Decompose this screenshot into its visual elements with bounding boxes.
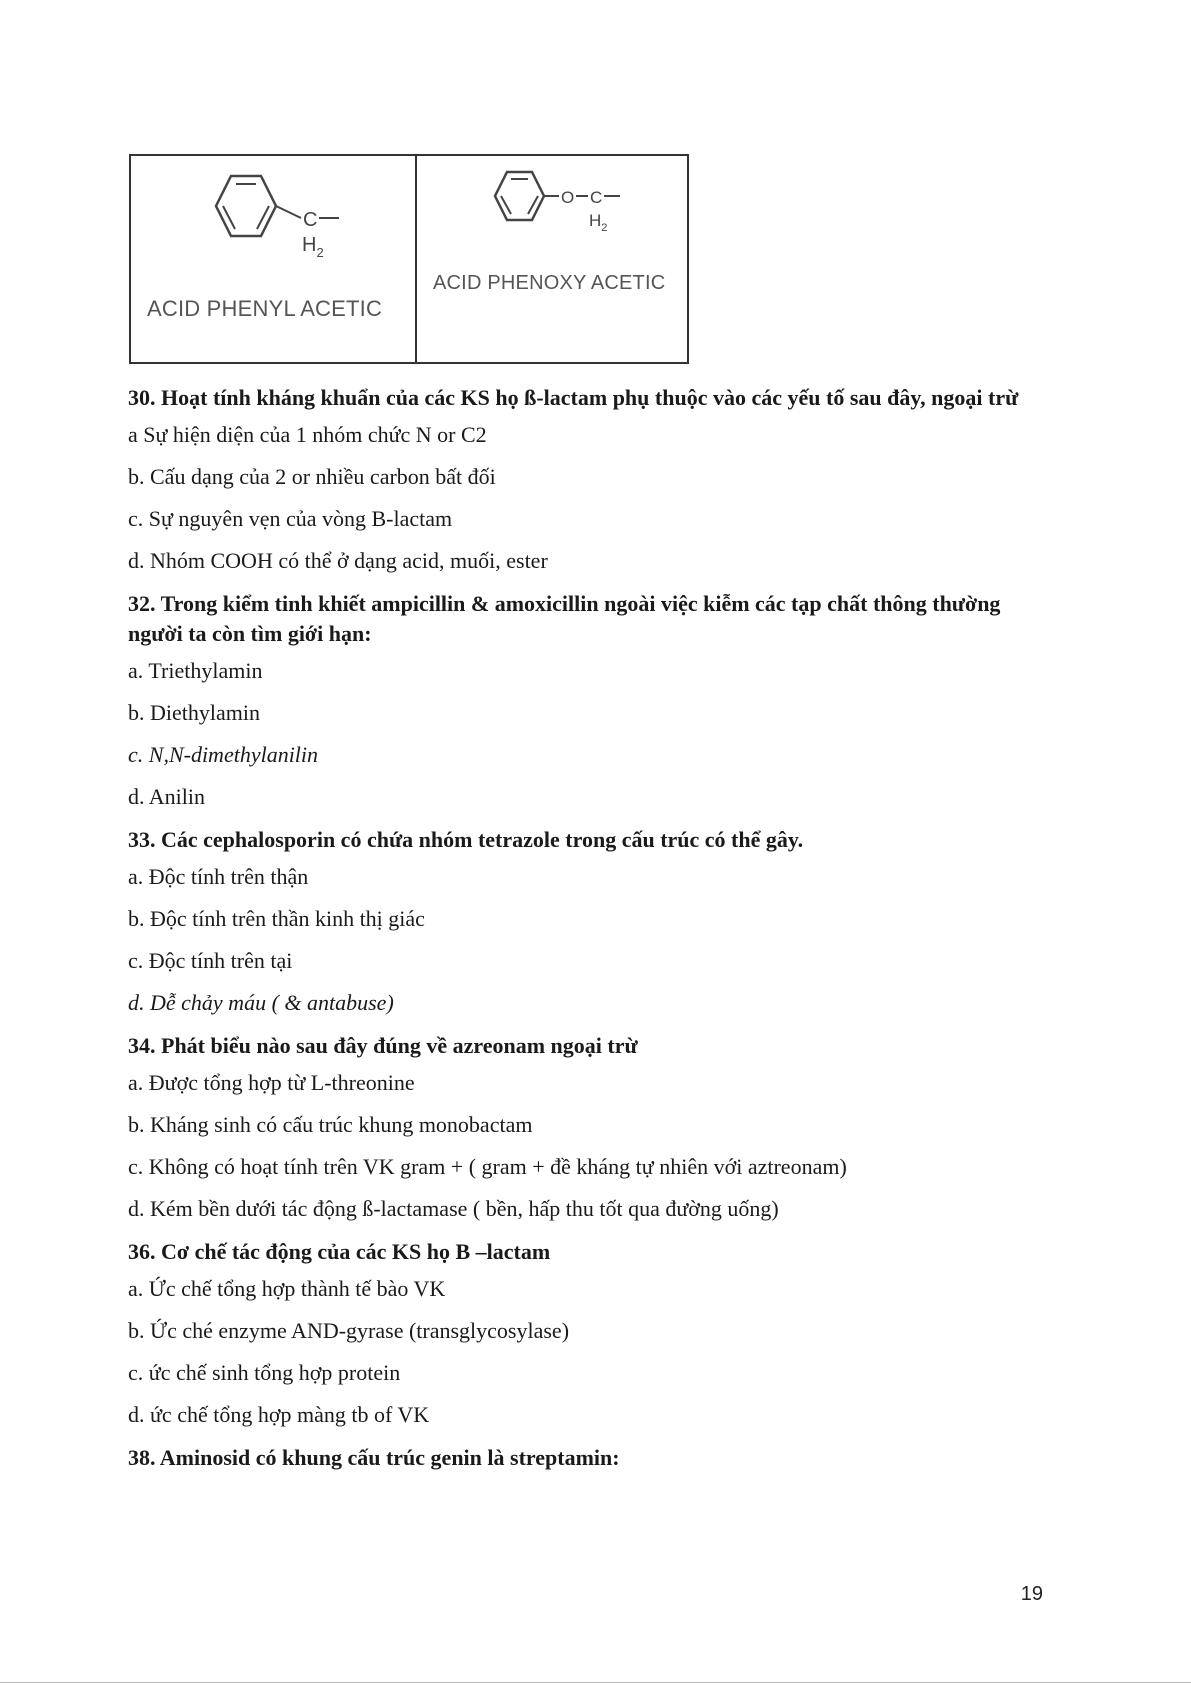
page-bottom-rule <box>0 1682 1191 1683</box>
question-36-option-c: c. ức chế sinh tổng hợp protein <box>128 1360 401 1385</box>
phenoxy-acetic-structure <box>477 164 697 254</box>
question-34-option-a: a. Được tổng hợp từ L-threonine <box>128 1070 415 1095</box>
question-38-title: 38. Aminosid có khung cấu trúc genin là streptamin: <box>128 1445 620 1470</box>
question-list <box>128 383 1028 1481</box>
question-30-title: 30. Hoạt tính kháng khuẩn của các KS họ ß-lactam phụ thuộc vào các yếu tố sau đây, ngoại trừ <box>128 385 1019 410</box>
question-36-option-d: d. ức chế tổng hợp màng tb of VK <box>128 1402 430 1427</box>
page-number: 19 <box>1020 1583 1043 1605</box>
question-33-option-c: c. Độc tính trên tại <box>128 948 293 973</box>
question-32-option-c: c. N,N-dimethylanilin <box>128 742 319 767</box>
question-33-title: 33. Các cephalosporin có chứa nhóm tetrazole trong cấu trúc có thể gây. <box>128 827 804 852</box>
right-oxygen: O <box>561 188 575 207</box>
question-32-option-a: a. Triethylamin <box>128 658 263 683</box>
question-34-title: 34. Phát biểu nào sau đây đúng về azreonam ngoại trừ <box>128 1033 638 1058</box>
question-30-option-d: d. Nhóm COOH có thể ở dạng acid, muối, ester <box>128 548 548 573</box>
question-30-option-c: c. Sự nguyên vẹn của vòng B-lactam <box>128 506 453 531</box>
question-32-option-d: d. Anilin <box>128 784 206 809</box>
right-carbon: C <box>590 188 603 207</box>
question-36-title: 36. Cơ chế tác động của các KS họ B –lactam <box>128 1239 551 1264</box>
question-33-option-d: d. Dễ chảy máu ( & antabuse) <box>128 990 394 1015</box>
phenoxy-acetic-label: ACID PHENOXY ACETIC <box>433 272 666 294</box>
phenyl-acetic-structure <box>191 166 391 276</box>
right-hydrogen: $H_2$ <box>589 211 608 234</box>
question-34-option-b: b. Kháng sinh có cấu trúc khung monobactam <box>128 1112 533 1137</box>
question-30-option-b: b. Cấu dạng của 2 or nhiều carbon bất đối <box>128 464 496 489</box>
question-33-option-a: a. Độc tính trên thận <box>128 864 309 889</box>
phenoxy-acetic-cell <box>417 156 687 362</box>
left-carbon: C <box>303 209 318 231</box>
question-34-option-d: d. Kém bền dưới tác động ß-lactamase ( bền, hấp thu tốt qua đường uống) <box>128 1196 779 1221</box>
question-30-option-a: a Sự hiện diện của 1 nhóm chức N or C2 <box>128 422 487 447</box>
structure-figure <box>129 154 689 364</box>
question-36-option-b: b. Ức ché enzyme AND-gyrase (transglycosylase) <box>128 1318 570 1343</box>
question-34-option-c: c. Không có hoạt tính trên VK gram + ( gram + đề kháng tự nhiên với aztreonam) <box>128 1154 847 1179</box>
phenyl-acetic-cell <box>131 156 417 362</box>
phenyl-acetic-label: ACID PHENYL ACETIC <box>147 296 383 321</box>
question-32-option-b: b. Diethylamin <box>128 700 260 725</box>
question-36-option-a: a. Ức chế tổng hợp thành tế bào VK <box>128 1276 446 1301</box>
question-33-option-b: b. Độc tính trên thần kinh thị giác <box>128 906 425 931</box>
left-hydrogen: $H_2$ <box>302 234 324 260</box>
question-32-title: 32. Trong kiểm tinh khiết ampicillin & amoxicillin ngoài việc kiễm các tạp chất thông thường người ta còn tìm giới hạn: <box>128 591 1001 646</box>
